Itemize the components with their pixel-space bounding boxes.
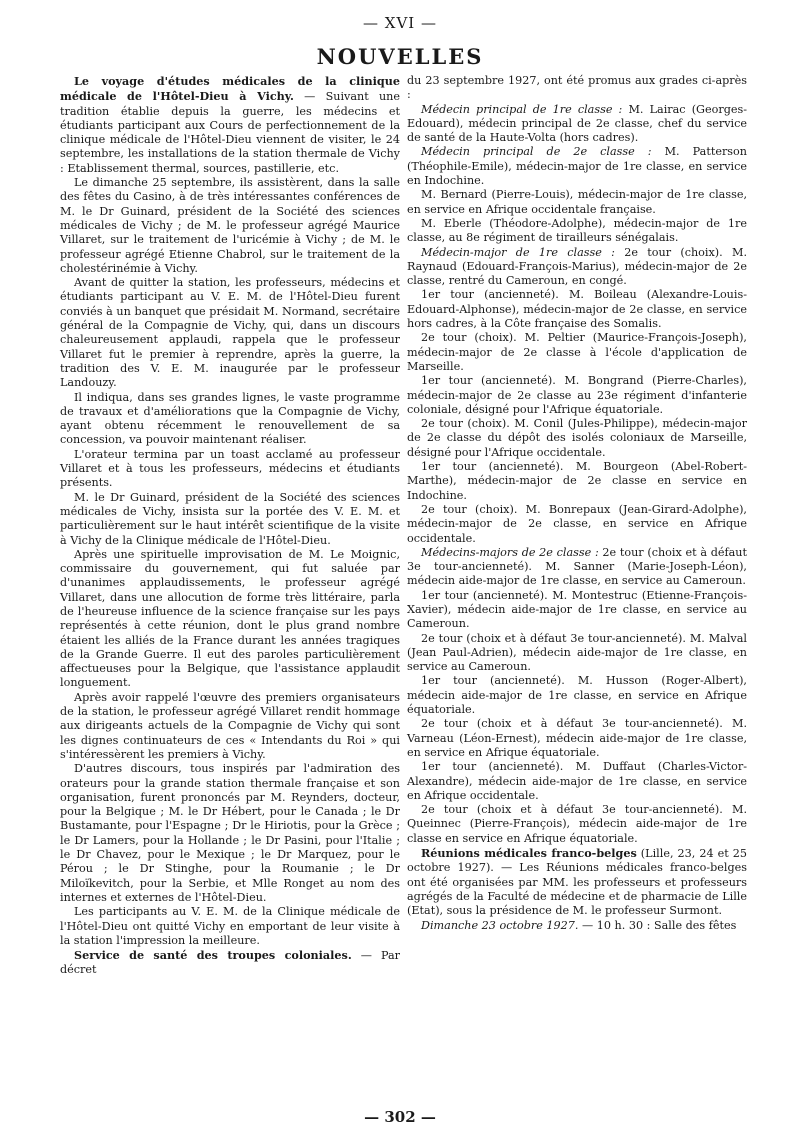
paragraph-text: L'orateur termina par un toast acclamé au professeur Villaret et à tous les professeurs, médecins et étudiants présents. <box>60 447 400 490</box>
paragraph-text: 1er tour (ancienneté). M. Bongrand (Pierre-Charles), médecin-major de 2e classe au 23e régiment d'infanterie coloniale, désigné pour l'Afrique équatoriale. <box>407 374 747 416</box>
article-heading: Le voyage d'études médicales de la clinique médicale de l'Hôtel-Dieu à Vichy. <box>60 74 400 104</box>
paragraph <box>407 331 747 374</box>
paragraph-text: du 23 septembre 1927, ont été promus aux grades ci-après : <box>407 74 747 102</box>
article-heading: Réunions médicales franco-belges <box>421 846 637 861</box>
paragraph <box>60 905 400 948</box>
paragraph <box>407 188 747 217</box>
paragraph <box>60 74 400 176</box>
page-header: — XVI — <box>363 14 437 32</box>
paragraph <box>407 919 747 933</box>
article-heading: Service de santé des troupes coloniales. <box>74 948 352 963</box>
paragraph-text: M. Eberle (Théodore-Adolphe), médecin-major de 1re classe, au 8e régiment de tirailleurs sénégalais. <box>407 216 747 245</box>
paragraph-text: Après avoir rappelé l'œuvre des premiers organisateurs de la station, le professeur agrégé Villaret rendit hommage aux dirigeants actuels de la Compagnie de Vichy qui sont les dignes continuateurs de ces « Intendants du Roi » qui s'intéressèrent les premiers à Vichy. <box>60 690 400 761</box>
paragraph <box>407 846 747 918</box>
paragraph <box>60 448 400 491</box>
paragraph-text: — 10 h. 30 : Salle des fêtes <box>578 918 737 932</box>
paragraph <box>60 491 400 548</box>
paragraph-text: 2e tour (choix et à défaut 3e tour-ancienneté). M. Queinnec (Pierre-François), médecin aide-major de 1re classe en service en Afrique équatoriale. <box>407 803 747 845</box>
paragraph-text: Après une spirituelle improvisation de M. Le Moignic, commissaire du gouvernement, qui fut saluée par d'unanimes applaudissements, le professeur agrégé Villaret, dans une allocution de forme très littéraire, parla de l'heureuse influence de la science française sur les pays représentés à cette réunion, dont le plus grand nombre étaient les alliés de la France durant les années tragiques de la Grande Guerre. Il eut des paroles particulièrement affectueuses pour la Belgique, que l'assistance applaudit longuement. <box>60 547 400 690</box>
paragraph <box>407 546 747 589</box>
paragraph <box>60 276 400 390</box>
paragraph-text: — Suivant une tradition établie depuis la guerre, les médecins et étudiants participant aux Cours de perfectionnement de la clinique médicale de l'Hôtel-Dieu viennent de visiter, le 24 septembre, les installations de la station thermale de Vichy : Etablissement thermal, sources, pastillerie, etc. <box>60 90 400 175</box>
paragraph-text: (Lille, 23, 24 et 25 octobre 1927). — Les Réunions médicales franco-belges ont été organisées par MM. les professeurs et professeurs agrégés de la Faculté de médecine et de pharmacie de Lille (Etat), sous la présidence de M. le professeur Surmont. <box>407 847 747 918</box>
paragraph-text: 2e tour (choix). M. Conil (Jules-Philippe), médecin-major de 2e classe du dépôt des isolés coloniaux de Marseille, désigné pour l'Afrique occidentale. <box>407 417 747 459</box>
paragraph <box>60 176 400 276</box>
paragraph <box>407 74 747 103</box>
paragraph-text: Les participants au V. E. M. de la Clinique médicale de l'Hôtel-Dieu ont quitté Vichy en emportant de leur visite à la station l'impression la meilleure. <box>60 905 400 947</box>
rank-label: Médecin principal de 2e classe : <box>421 145 652 159</box>
rank-label: Médecin principal de 1re classe : <box>421 102 623 116</box>
paragraph-text: Il indiqua, dans ses grandes lignes, le vaste programme de travaux et d'améliorations que la Compagnie de Vichy, ayant obtenu récemment le renouvellement de sa concession, va pouvoir maintenant réaliser. <box>60 390 400 447</box>
paragraph <box>407 246 747 289</box>
paragraph-text: M. Bernard (Pierre-Louis), médecin-major de 1re classe, en service en Afrique occidentale française. <box>407 188 747 216</box>
paragraph-text: 1er tour (ancienneté). M. Bourgeon (Abel-Robert-Marthe), médecin-major de 2e classe en service en Indochine. <box>407 460 747 502</box>
paragraph-text: M. le Dr Guinard, président de la Société des sciences médicales de Vichy, insista sur la portée des V. E. M. et particulièrement sur le haut intérêt scientifique de la visite à Vichy de la Clinique médicale de l'Hôtel-Dieu. <box>60 490 400 547</box>
paragraph <box>407 803 747 846</box>
rank-label: Dimanche 23 octobre 1927. <box>421 918 579 932</box>
paragraph-text: 1er tour (ancienneté). M. Husson (Roger-Albert), médecin aide-major de 1re classe, en service en Afrique équatoriale. <box>407 674 747 717</box>
rank-label: Médecin-major de 1re classe : <box>421 245 615 259</box>
paragraph-text: 2e tour (choix et à défaut 3e tour-ancienneté). M. Malval (Jean Paul-Adrien), médecin aide-major de 1re classe, en service au Cameroun. <box>407 631 747 674</box>
paragraph-text: M. Lairac (Georges-Edouard), médecin principal de 2e classe, chef du service de santé de la Haute-Volta (hors cadres). <box>407 102 747 145</box>
paragraph <box>407 374 747 417</box>
paragraph-text: 2e tour (choix). M. Bonrepaux (Jean-Girard-Adolphe), médecin-major de 2e classe, en service en Afrique occidentale. <box>407 502 747 545</box>
paragraph <box>407 503 747 546</box>
paragraph <box>407 145 747 188</box>
section-title: NOUVELLES <box>316 44 484 69</box>
paragraph <box>407 589 747 632</box>
paragraph-text: 2e tour (choix et à défaut 3e tour-ancienneté). M. Varneau (Léon-Ernest), médecin aide-major de 1re classe, en service en Afrique équatoriale. <box>407 717 747 759</box>
paragraph-text: — Par décret <box>60 949 401 977</box>
paragraph-text: 1er tour (ancienneté). M. Duffaut (Charles-Victor-Alexandre), médecin aide-major de 1re classe, en service en Afrique occidentale. <box>407 760 747 802</box>
paragraph <box>407 674 747 717</box>
paragraph <box>407 217 747 246</box>
paragraph-text: 2e tour (choix). M. Raynaud (Edouard-François-Marius), médecin-major de 2e classe, rentré du Cameroun, en congé. <box>407 245 748 288</box>
right-column <box>407 74 747 933</box>
paragraph <box>60 948 400 978</box>
paragraph-text: 1er tour (ancienneté). M. Boileau (Alexandre-Louis-Edouard-Alphonse), médecin-major de 2e classe, en service hors cadres, à la Côte française des Somalis. <box>407 288 747 331</box>
paragraph <box>60 391 400 448</box>
paragraph <box>407 717 747 760</box>
paragraph <box>407 417 747 460</box>
paragraph-text: D'autres discours, tous inspirés par l'admiration des orateurs pour la grande station thermale française et son organisation, furent prononcés par M. Reynders, docteur, pour la Belgique ; M. le Dr Hébert, pour le Canada ; le Dr Bustamante, pour l'Espagne ; Dr le Hiriotis, pour la Grèce ; le Dr Lamers, pour la Hollande ; le Dr Pasini, pour l'Italie ; le Dr Chavez, pour le Mexique ; le Dr Marquez, pour le Pérou ; le Dr Stinghe, pour la Roumanie ; le Dr Miloïkevitch, pour la Serbie, et Mlle Ronget au nom des internes et externes de l'Hôtel-Dieu. <box>60 762 400 904</box>
paragraph <box>60 691 400 762</box>
paragraph-text: 2e tour (choix). M. Peltier (Maurice-François-Joseph), médecin-major de 2e classe à l'école d'application de Marseille. <box>407 331 747 373</box>
paragraph <box>407 632 747 675</box>
paragraph <box>60 762 400 905</box>
paragraph-text: M. Patterson (Théophile-Emile), médecin-major de 1re classe, en service en Indochine. <box>407 145 747 188</box>
paragraph <box>407 288 747 331</box>
paragraph <box>60 548 400 691</box>
paragraph-text: Le dimanche 25 septembre, ils assistèrent, dans la salle des fêtes du Casino, à de très intéressantes conférences de M. le Dr Guinard, président de la Société des sciences médicales de Vichy ; de M. le professeur agrégé Maurice Villaret, sur le traitement de l'uricémie à Vichy ; de M. le professeur agrégé Etienne Chabrol, sur le traitement de la cholestérinémie à Vichy. <box>60 176 400 275</box>
rank-label: Médecins-majors de 2e classe : <box>421 545 599 559</box>
paragraph <box>407 460 747 503</box>
left-column <box>60 74 400 978</box>
paragraph-text: 1er tour (ancienneté). M. Montestruc (Etienne-François-Xavier), médecin aide-major de 1re classe, en service au Cameroun. <box>407 588 747 631</box>
paragraph <box>407 760 747 803</box>
paragraph <box>407 103 747 146</box>
paragraph-text: Avant de quitter la station, les professeurs, médecins et étudiants participant au V. E. M. de l'Hôtel-Dieu furent conviés à un banquet que présidait M. Normand, secrétaire général de la Compagnie de Vichy, qui, dans un discours chaleureusement applaudi, rappela que le professeur Villaret fut le premier à reprendre, après la guerre, la tradition des V. E. M. inaugurée par le professeur Landouzy. <box>60 276 400 390</box>
page-number: — 302 — <box>364 1108 436 1126</box>
paragraph-text: 2e tour (choix et à défaut 3e tour-ancienneté). M. Sanner (Marie-Joseph-Léon), médecin aide-major de 1re classe, en service au Cameroun. <box>407 545 747 588</box>
